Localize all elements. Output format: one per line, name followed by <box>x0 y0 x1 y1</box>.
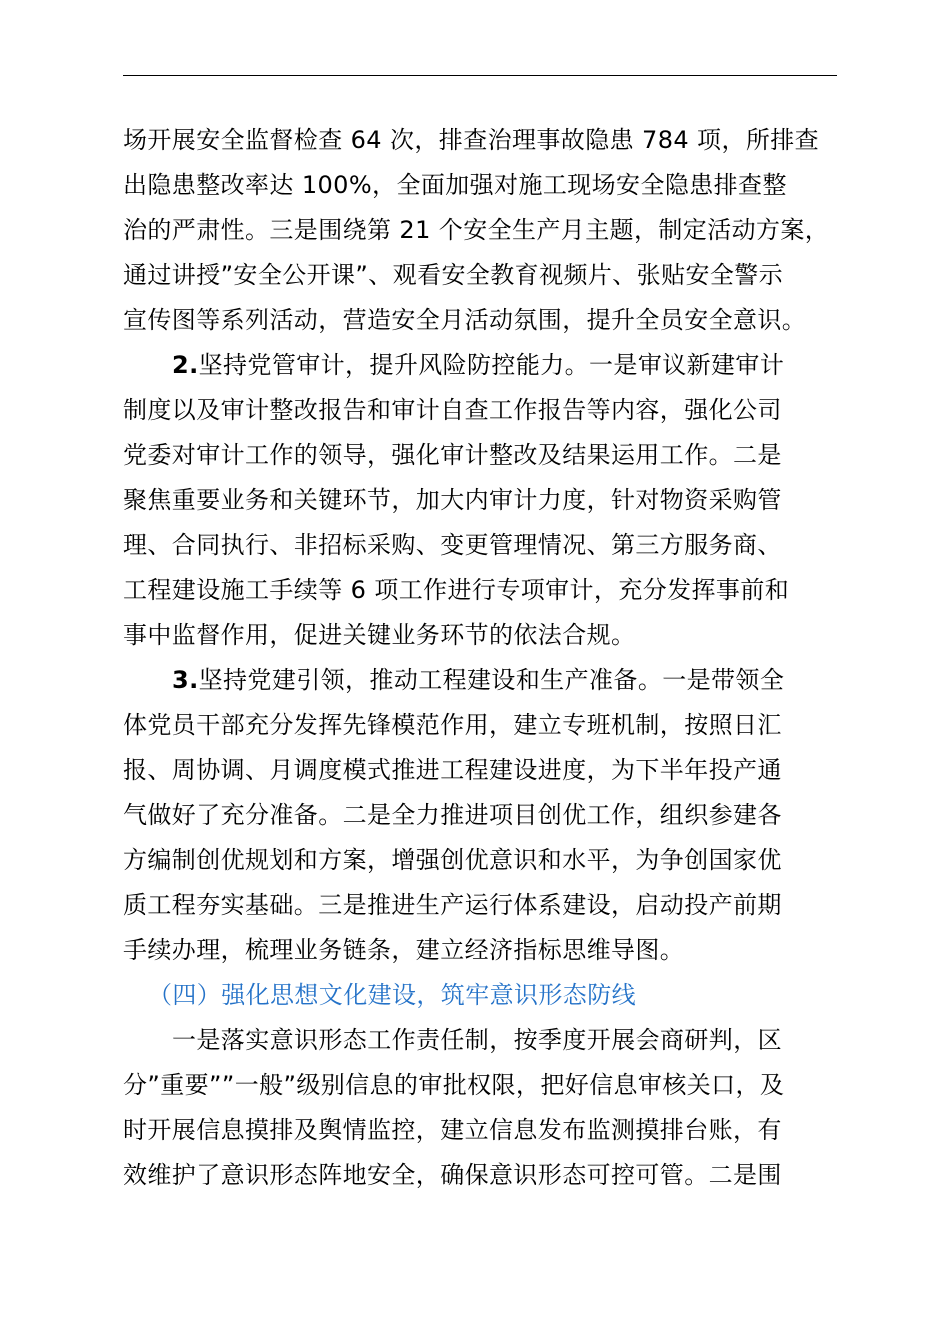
text-line: 工程建设施工手续等 6 项工作进行专项审计，充分发挥事前和 <box>123 576 790 604</box>
text-line: 出隐患整改率达 100%，全面加强对施工现场安全隐患排查整 <box>123 171 787 199</box>
section-2-first-line <box>123 343 843 388</box>
text-line: 场开展安全监督检查 64 次，排查治理事故隐患 784 项，所排查 <box>123 126 820 154</box>
text-line: 方编制创优规划和方案，增强创优意识和水平，为争创国家优 <box>123 846 782 874</box>
text-line: 党委对审计工作的领导，强化审计整改及结果运用工作。二是 <box>123 441 782 469</box>
item-text: 坚持党建引领，推动工程建设和生产准备。一是带领全 <box>198 666 785 694</box>
text-line: 报、周协调、月调度模式推进工程建设进度，为下半年投产通 <box>123 756 782 784</box>
text-line: 时开展信息摸排及舆情监控，建立信息发布监测摸排台账，有 <box>123 1116 782 1144</box>
text-line: 手续办理，梳理业务链条，建立经济指标思维导图。 <box>123 936 685 964</box>
text-line: 宣传图等系列活动，营造安全月活动氛围，提升全员安全意识。 <box>123 306 807 334</box>
text-line: 治的严肃性。三是围绕第 21 个安全生产月主题，制定活动方案， <box>123 216 830 244</box>
text-line: 质工程夯实基础。三是推进生产运行体系建设，启动投产前期 <box>123 891 782 919</box>
text-line: 制度以及审计整改报告和审计自查工作报告等内容，强化公司 <box>123 396 782 424</box>
item-number: 3. <box>172 666 199 694</box>
text-line: 气做好了充分准备。二是全力推进项目创优工作，组织参建各 <box>123 801 782 829</box>
text-line: 效维护了意识形态阵地安全，确保意识形态可控可管。二是围 <box>123 1161 782 1189</box>
text-line: 理、合同执行、非招标采购、变更管理情况、第三方服务商、 <box>123 531 782 559</box>
item-text: 坚持党管审计，提升风险防控能力。一是审议新建审计 <box>198 351 785 379</box>
text-line: 聚焦重要业务和关键环节，加大内审计力度，针对物资采购管 <box>123 486 782 514</box>
section-heading: （四）强化思想文化建设，筑牢意识形态防线 <box>148 981 636 1009</box>
header-rule <box>123 75 837 76</box>
text-line: 分”重要””一般”级别信息的审批权限，把好信息审核关口，及 <box>123 1071 785 1099</box>
text-line: 事中监督作用，促进关键业务环节的依法合规。 <box>123 621 636 649</box>
text-line: 通过讲授”安全公开课”、观看安全教育视频片、张贴安全警示 <box>123 261 784 289</box>
paragraph-first-line: 一是落实意识形态工作责任制，按季度开展会商研判，区 <box>172 1026 782 1054</box>
section-3-first-line <box>123 658 843 703</box>
item-number: 2. <box>172 351 199 379</box>
document-body <box>123 118 843 1198</box>
text-line: 体党员干部充分发挥先锋模范作用，建立专班机制，按照日汇 <box>123 711 782 739</box>
